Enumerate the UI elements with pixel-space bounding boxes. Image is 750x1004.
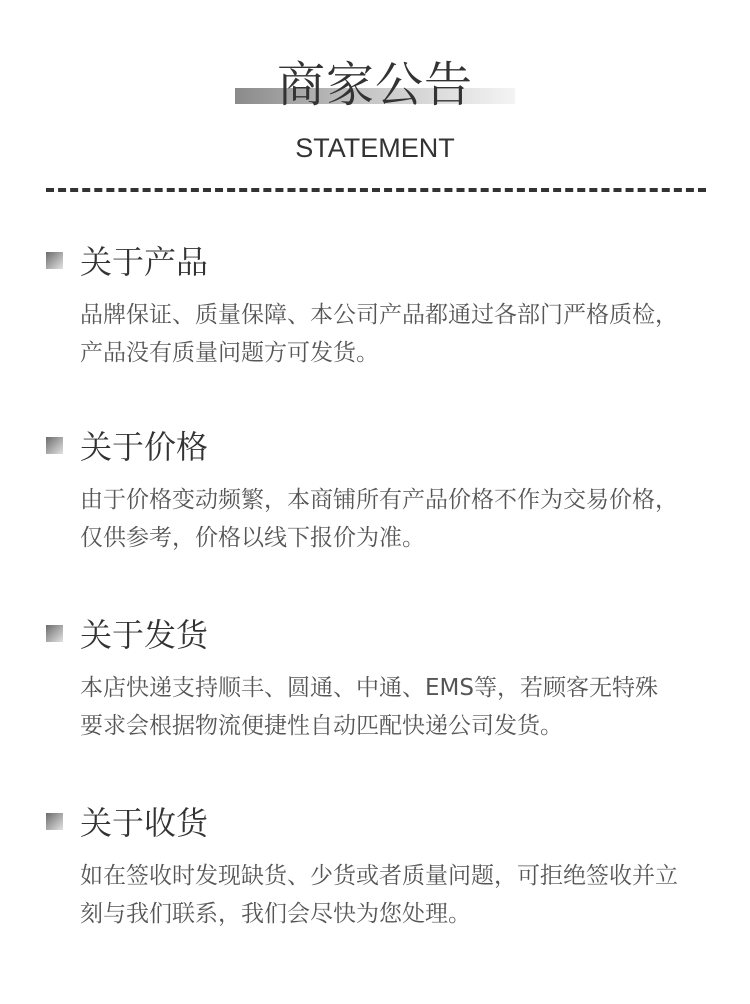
section-heading — [46, 801, 696, 847]
section-heading — [46, 613, 696, 659]
page-subtitle: STATEMENT — [295, 133, 455, 163]
section-title: 关于价格 — [80, 428, 209, 466]
body-line: 本店快递支持顺丰、圆通、中通、EMS等，若顾客无特殊 — [80, 675, 658, 701]
section-title: 关于发货 — [80, 616, 209, 654]
body-line: 要求会根据物流便捷性自动匹配快递公司发货。 — [80, 713, 563, 739]
dashed-divider — [46, 188, 706, 192]
notice-header — [0, 0, 750, 200]
section-title: 关于产品 — [80, 243, 209, 281]
body-line: 刻与我们联系，我们会尽快为您处理。 — [80, 901, 471, 927]
body-line: 产品没有质量问题方可发货。 — [80, 340, 379, 366]
body-line: 由于价格变动频繁，本商铺所有产品价格不作为交易价格， — [80, 487, 678, 513]
body-line: 如在签收时发现缺货、少货或者质量问题，可拒绝签收并立 — [80, 863, 678, 889]
section-body — [80, 481, 710, 557]
section-body — [80, 857, 710, 933]
square-bullet-icon — [46, 813, 63, 830]
body-line: 品牌保证、质量保障、本公司产品都通过各部门严格质检， — [80, 302, 678, 328]
section-heading — [46, 425, 696, 471]
square-bullet-icon — [46, 437, 63, 454]
square-bullet-icon — [46, 625, 63, 642]
body-line: 仅供参考，价格以线下报价为准。 — [80, 525, 425, 551]
square-bullet-icon — [46, 252, 63, 269]
page-title: 商家公告 — [276, 57, 473, 113]
section-body — [80, 669, 710, 745]
section-heading — [46, 240, 696, 286]
section-title: 关于收货 — [80, 804, 209, 842]
section-body — [80, 296, 710, 372]
